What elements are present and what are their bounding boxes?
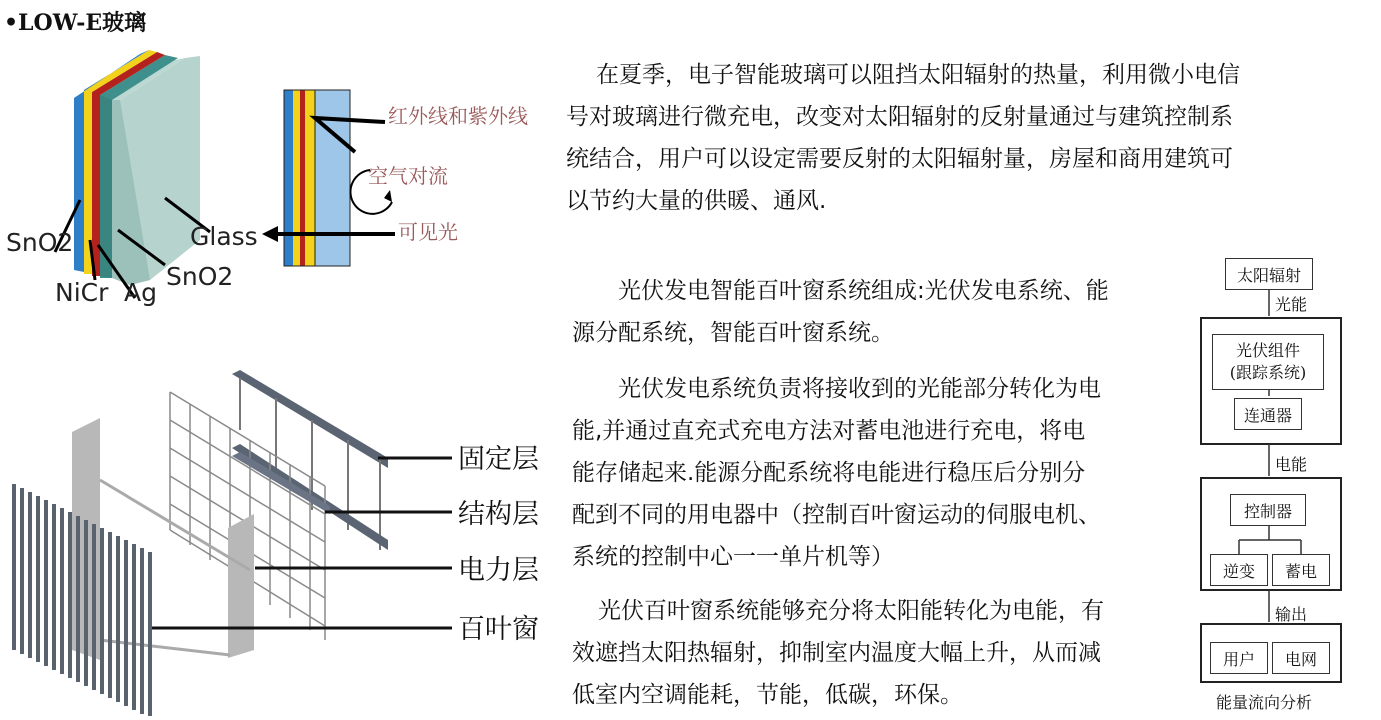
p1-line: 以节约大量的供暖、通风. xyxy=(566,188,827,214)
paragraph-low-e xyxy=(566,54,1356,222)
flow-box-user: 用户 xyxy=(1210,642,1268,674)
p3-line: 配到不同的用电器中（控制百叶窗运动的伺服电机、 xyxy=(572,502,1101,528)
cross-section-blue xyxy=(284,90,293,266)
p3-line: 光伏发电系统负责将接收到的光能部分转化为电 xyxy=(618,376,1101,402)
label-structure-layer: 结构层 xyxy=(458,499,539,530)
flow-caption: 能量流向分析 xyxy=(1216,693,1313,712)
label-visible-light: 可见光 xyxy=(398,220,458,244)
p2-line: 源分配系统，智能百叶窗系统。 xyxy=(572,320,894,346)
p4-line: 光伏百叶窗系统能够充分将太阳能转化为电能，有 xyxy=(598,598,1104,624)
label-nicr: NiCr xyxy=(55,278,109,307)
page-heading: •LOW-E玻璃 xyxy=(4,10,147,36)
p3-line: 能存储起来.能源分配系统将电能进行稳压后分别分 xyxy=(572,460,1086,486)
p1-line: 统结合，用户可以设定需要反射的太阳辐射量，房屋和商用建筑可 xyxy=(566,146,1233,172)
paragraph-system-composition xyxy=(572,270,1192,354)
paragraph-pv-system xyxy=(572,368,1192,578)
pv-module-line1: 光伏组件 xyxy=(1235,341,1300,360)
flow-label-light-energy: 光能 xyxy=(1275,295,1308,314)
p4-line: 效遮挡太阳热辐射，抑制室内温度大幅上升，从而减 xyxy=(572,640,1101,666)
flow-box-grid: 电网 xyxy=(1272,642,1330,674)
sno2-layer-left xyxy=(74,98,84,270)
p2-line: 光伏发电智能百叶窗系统组成:光伏发电系统、能 xyxy=(618,278,1109,304)
flow-box-connector: 连通器 xyxy=(1234,398,1302,430)
louver-exploded-illustration xyxy=(0,360,460,720)
flow-label-output: 输出 xyxy=(1275,605,1308,624)
label-fixed-layer: 固定层 xyxy=(458,444,539,475)
label-glass: Glass xyxy=(190,222,258,251)
frame-post-right xyxy=(228,514,254,658)
p4-line: 低室内空调能耗，节能，低碳，环保。 xyxy=(572,682,963,708)
label-sno2-left: SnO2 xyxy=(6,228,74,257)
p1-line: 在夏季，电子智能玻璃可以阻挡太阳辐射的热量，利用微小电信 xyxy=(596,62,1240,88)
flow-label-electric: 电能 xyxy=(1275,455,1308,474)
power-layer-bar xyxy=(232,452,330,514)
flow-box-inverter: 逆变 xyxy=(1210,554,1268,586)
flow-box-controller: 控制器 xyxy=(1230,494,1306,526)
p3-line: 能,并通过直充式充电方法对蓄电池进行充电，将电 xyxy=(572,418,1086,444)
label-air-convection: 空气对流 xyxy=(368,164,448,188)
paragraph-pv-louver xyxy=(572,590,1192,716)
flow-box-pv-module xyxy=(1212,334,1324,390)
pv-module-line2: (跟踪系统) xyxy=(1229,363,1307,382)
p1-line: 号对玻璃进行微充电，改变对太阳辐射的反射量通过与建筑控制系 xyxy=(566,104,1233,130)
flow-box-solar: 太阳辐射 xyxy=(1225,258,1313,290)
label-louver: 百叶窗 xyxy=(458,614,539,645)
label-uv-ir: 红外线和紫外线 xyxy=(388,104,528,128)
label-ag: Ag xyxy=(124,278,157,307)
flow-box-storage: 蓄电 xyxy=(1272,554,1330,586)
fixed-layer-rail xyxy=(232,370,388,468)
label-power-layer: 电力层 xyxy=(458,555,539,586)
label-sno2-right: SnO2 xyxy=(166,262,234,291)
p3-line: 系统的控制中心一一单片机等） xyxy=(572,544,894,570)
